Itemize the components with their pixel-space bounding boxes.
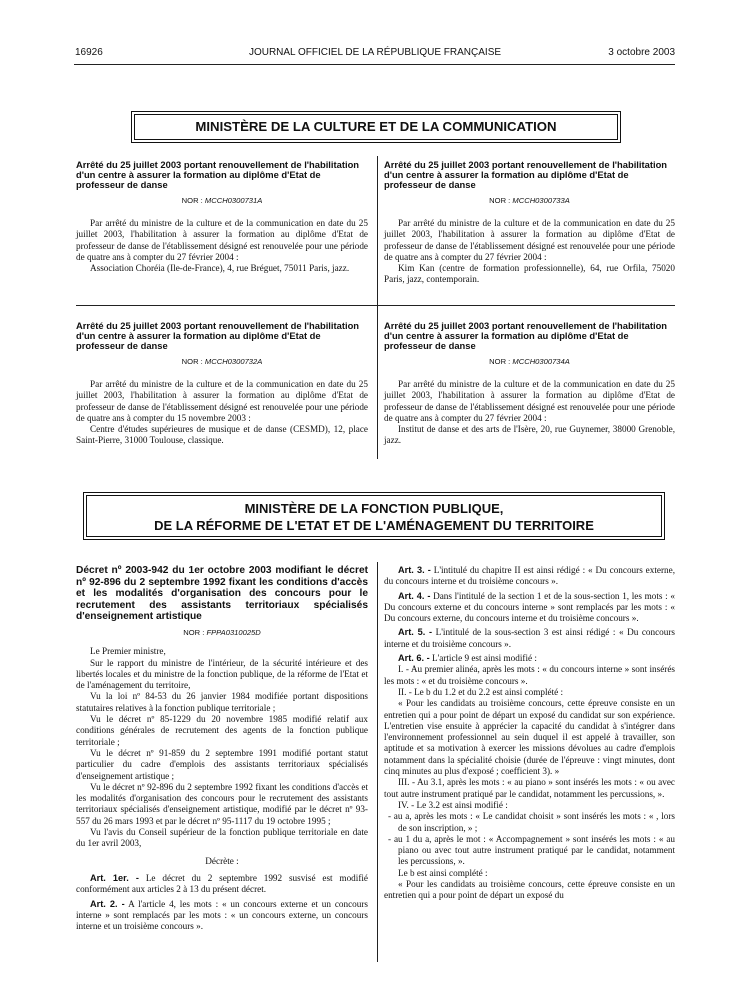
decret-para: IV. - Le 3.2 est ainsi modifié :: [398, 799, 508, 810]
arrete-1: [76, 160, 368, 274]
decret-left-column: [76, 565, 368, 932]
decret-para: « Pour les candidats au troisième concours, cette épreuve consiste en un entretien qui a pour point de départ un exposé du: [384, 879, 675, 901]
page-number: 16926: [75, 47, 103, 58]
article-6: Art. 6. - L'article 9 est ainsi modifié :: [398, 653, 537, 664]
arrete-body: Par arrêté du ministre de la culture et de la communication en date du 25 juillet 2003, l'habilitation à assurer la formation au diplôme d'Etat de professeur de danse de l'établissement désigné est renouvelée pour une période de quatre ans à compter du 27 février 2004 :: [384, 217, 675, 262]
ministry-fonction-publique-heading: [86, 495, 662, 537]
arrete-body: Par arrêté du ministre de la culture et de la communication en date du 25 juillet 2003, l'habilitation à assurer la formation au diplôme d'Etat de professeur de danse de l'établissement désigné est renouvelée pour une période de quatre ans à compter du 15 novembre 2003 :: [76, 378, 368, 423]
arrete-title: Arrêté du 25 juillet 2003 portant renouvellement de l'habilitation d'un centre à assurer la formation au diplôme d'Etat de professeur de danse: [384, 320, 668, 352]
arrete-place: Kim Kan (centre de formation professionnelle), 64, rue Orfila, 75020 Paris, jazz, contemporain.: [384, 263, 675, 285]
arrete-3: [384, 160, 675, 286]
decret-para: Vu l'avis du Conseil supérieur de la fonction publique territoriale en date du 1er avril 2003,: [76, 827, 368, 849]
ministry-line-1: MINISTÈRE DE LA FONCTION PUBLIQUE,: [244, 501, 504, 516]
decret-para: I. - Au premier alinéa, après les mots : « du concours interne » sont insérés les mots : « et du troisième concours ».: [384, 664, 675, 686]
decret-right-column: [384, 565, 675, 902]
arrete-body: Par arrêté du ministre de la culture et de la communication en date du 25 juillet 2003, l'habilitation à assurer la formation au diplôme d'Etat de professeur de danse de l'établissement désigné est renouvelée pour une période de quatre ans à compter du 27 février 2004 :: [384, 378, 675, 423]
article-4: Art. 4. - Dans l'intitulé de la section 1 et de la sous-section 1, les mots : « Du concours externe et du concours interne » sont remplacés par les mots : « Du concours externe, du concours interne et du troisième concours ».: [384, 590, 675, 624]
nor-line: NOR : MCCH0300732A: [181, 356, 263, 366]
column-divider: [377, 156, 378, 459]
article-3: Art. 3. - L'intitulé du chapitre II est ainsi rédigé : « Du concours externe, du concours interne et du troisième concours ».: [384, 565, 676, 587]
article-1: Art. 1er. - Le décret du 2 septembre 1992 susvisé est modifié conformément aux articles 2 à 13 du présent décret.: [76, 872, 369, 895]
ministry-line-2: DE LA RÉFORME DE L'ETAT ET DE L'AMÉNAGEMENT DU TERRITOIRE: [154, 518, 594, 533]
bullet-item: - au 1 du a, après le mot : « Accompagnement » sont insérés les mots : « au piano ou avec tout autre instrument pratiqué par le candidat, notamment les percussions, ».: [388, 833, 675, 867]
nor-line: NOR : MCCH0300734A: [489, 356, 570, 366]
arrete-4: [384, 321, 675, 447]
nor-line: NOR : MCCH0300731A: [181, 195, 263, 205]
bullet-item: - au a, après les mots : « Le candidat choisit » sont insérés les mots : « , lors de son inscription, » ;: [388, 811, 675, 833]
arrete-place: Centre d'études supérieures de musique et de danse (CESMD), 12, place Saint-Pierre, 31000 Toulouse, classique.: [76, 424, 368, 446]
decret-para: « Pour les candidats au troisième concours, cette épreuve consiste en un entretien qui a pour point de départ un exposé du candidat sur son expérience. L'entretien vise ensuite à apprécier la capacité du candidat à s'intégrer dans l'environnement professionnel au sein duquel il est appelé à travailler, son aptitude et sa motivation à exercer les missions dévolues au cadre d'emplois notamment dans la spécialité choisie (durée de l'épreuve : vingt minutes, dont cinq minutes au plus d'exposé ; coefficient 3). »: [384, 698, 675, 777]
decret-para: Le Premier ministre,: [90, 646, 166, 657]
section-divider: [76, 305, 675, 306]
page-date: 3 octobre 2003: [608, 47, 675, 58]
arrete-body: Par arrêté du ministre de la culture et de la communication en date du 25 juillet 2003, l'habilitation à assurer la formation au diplôme d'Etat de professeur de danse de l'établissement désigné est renouvelée pour une période de quatre ans à compter du 27 février 2004 :: [76, 217, 368, 262]
article-2: Art. 2. - A l'article 4, les mots : « un concours externe et un concours interne » sont remplacés par les mots : « un concours externe, un concours interne et un troisième concours ».: [76, 898, 368, 932]
decret-para: II. - Le b du 1.2 et du 2.2 est ainsi complété :: [398, 686, 564, 697]
arrete-2: [76, 321, 368, 447]
decret-para: Vu le décret nº 85-1229 du 20 novembre 1985 modifié relatif aux conditions générales de recrutement des agents de la fonction publique territoriale ;: [76, 714, 368, 747]
decret-para: Sur le rapport du ministre de l'intérieur, de la sécurité intérieure et des libertés locales et du ministre de la fonction publique, de la réforme de l'Etat et de l'aménagement du territoire,: [76, 657, 368, 691]
column-divider: [377, 562, 378, 962]
arrete-place: Association Choréia (Ile-de-France), 4, rue Bréguet, 75011 Paris, jazz.: [90, 263, 350, 274]
decret-para: Vu la loi nº 84-53 du 26 janvier 1984 modifiée portant dispositions statutaires relatives à la fonction publique territoriale ;: [76, 691, 368, 713]
decret-para: Vu le décret nº 91-859 du 2 septembre 1991 modifié portant statut particulier du cadre d'emplois des assistants territoriaux spécialisés d'enseignement artistique ;: [76, 747, 368, 781]
article-5: Art. 5. - L'intitulé de la sous-section 3 est ainsi rédigé : « Du concours interne et du troisième concours ».: [384, 627, 676, 649]
arrete-place: Institut de danse et des arts de l'Isère, 20, rue Guynemer, 38000 Grenoble, jazz.: [384, 424, 675, 446]
decret-title: Décret nº 2003-942 du 1er octobre 2003 modifiant le décret nº 92-896 du 2 septembre 1992 fixant les conditions d'accès et les modalités d'organisation des concours pour le recrutement des assistants territoriaux spécialisés d'enseignement artistique: [76, 565, 368, 623]
ministry-culture-heading: MINISTÈRE DE LA CULTURE ET DE LA COMMUNICATION: [134, 114, 618, 140]
arrete-title: Arrêté du 25 juillet 2003 portant renouvellement de l'habilitation d'un centre à assurer la formation au diplôme d'Etat de professeur de danse: [384, 159, 668, 191]
decrete-heading: Décrète :: [205, 855, 239, 866]
nor-line: NOR : FPPA0310025D: [183, 627, 261, 637]
arrete-title: Arrêté du 25 juillet 2003 portant renouvellement de l'habilitation d'un centre à assurer la formation au diplôme d'Etat de professeur de danse: [76, 159, 360, 191]
header-rule: [74, 64, 675, 65]
decret-para: Le b est ainsi complété :: [398, 867, 488, 878]
arrete-title: Arrêté du 25 juillet 2003 portant renouvellement de l'habilitation d'un centre à assurer la formation au diplôme d'Etat de professeur de danse: [76, 320, 360, 352]
nor-line: NOR : MCCH0300733A: [489, 195, 570, 205]
journal-title: JOURNAL OFFICIEL DE LA RÉPUBLIQUE FRANÇAISE: [248, 47, 502, 58]
decret-para: III. - Au 3.1, après les mots : « au piano » sont insérés les mots : « ou avec tout autre instrument pratiqué par le candidat, notamment les percussions, ».: [384, 777, 675, 799]
decret-para: Vu le décret nº 92-896 du 2 septembre 1992 fixant les conditions d'accès et les modalités d'organisation des concours pour le recrutement des assistants territoriaux spécialisés d'enseignement artistique, modifié par le décret nº 93-557 du 26 mars 1993 et par le décret nº 95-1117 du 19 octobre 1995 ;: [76, 781, 368, 826]
